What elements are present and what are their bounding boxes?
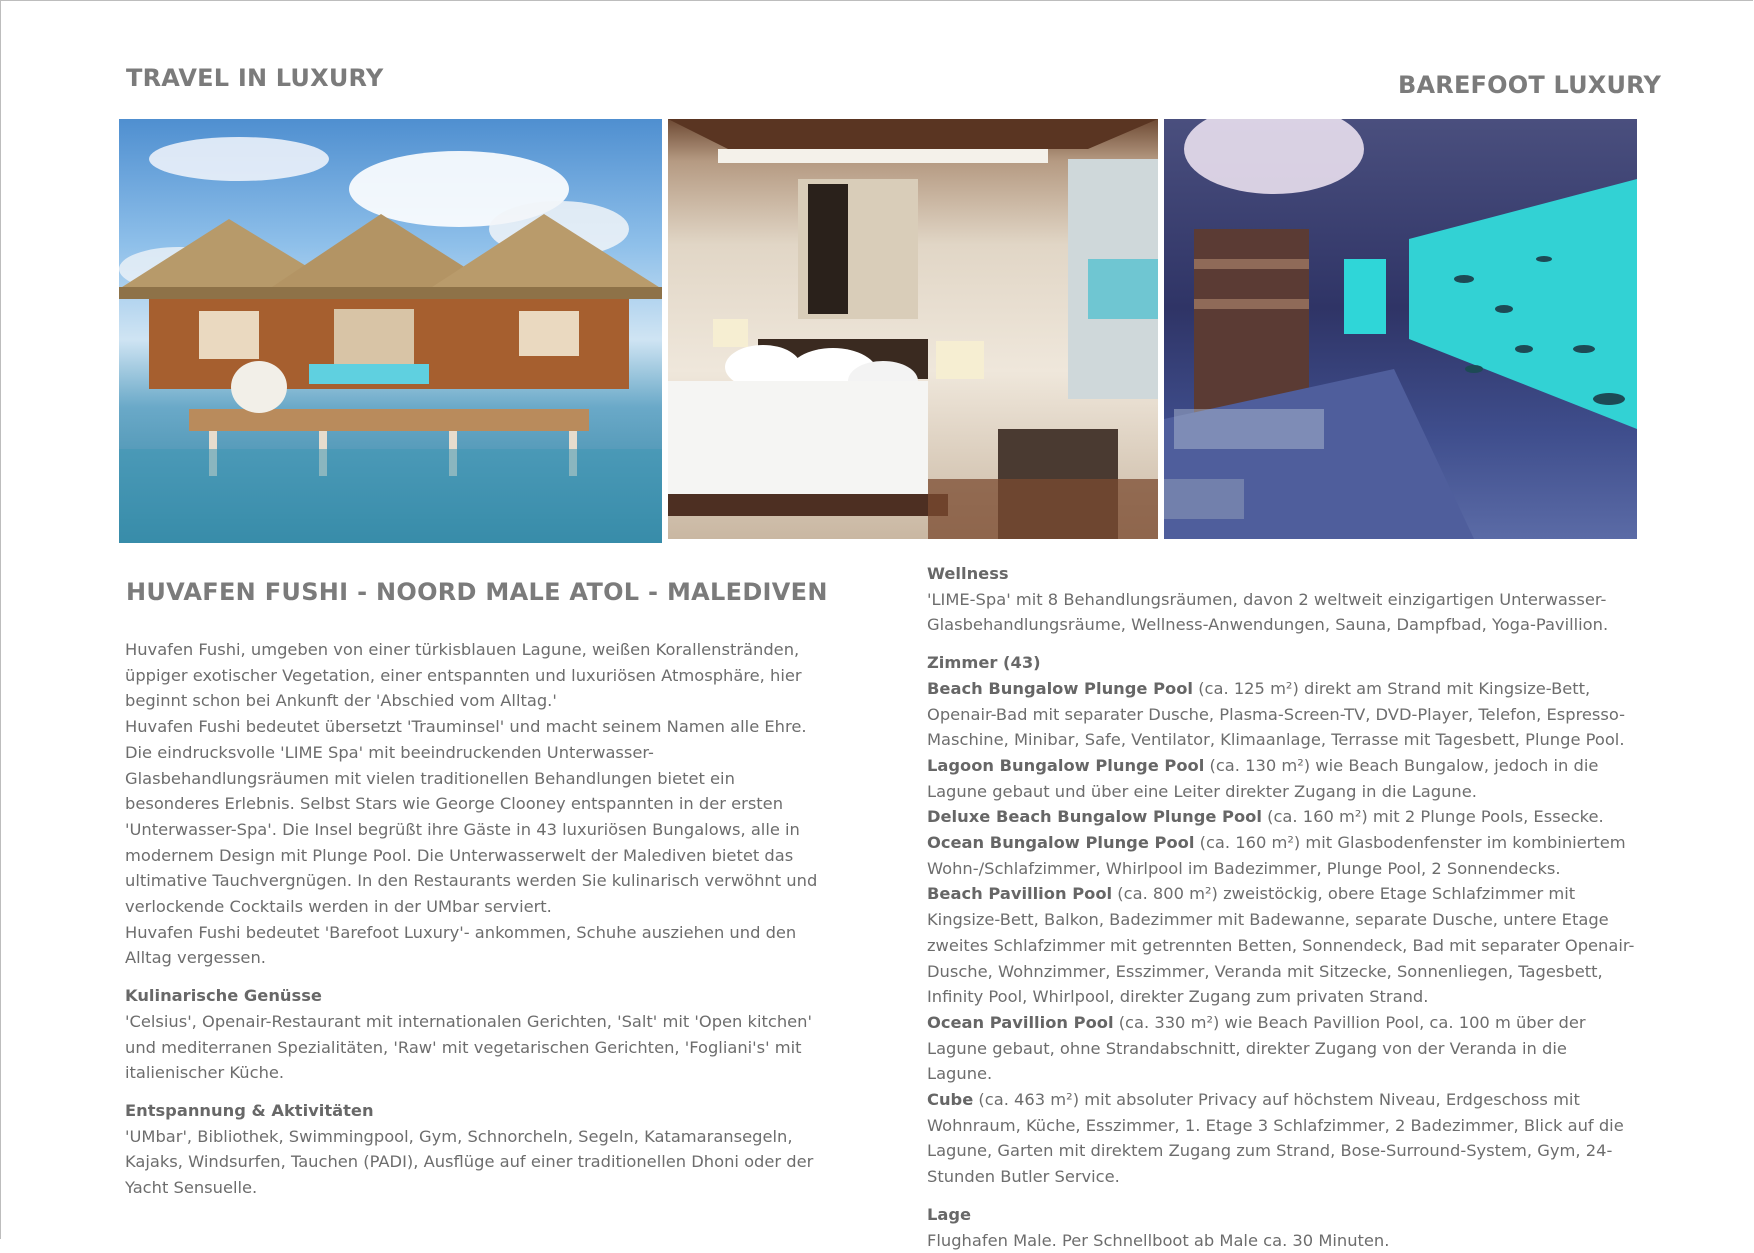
wellness-text: 'LIME-Spa' mit 8 Behandlungsräumen, davon 2 weltweit einzigartigen Unterwasser-Glasbehandlungsräume, Wellness-Anwendungen, Sauna, Dampfbad, Yoga-Pavillion. [927, 589, 1609, 635]
wellness-heading: Wellness [927, 564, 1009, 583]
room-desc: (ca. 160 m²) mit Glasbodenfenster im kombiniertem Wohn-/Schlafzimmer, Whirlpool im Badezimmer, Plunge Pool, 2 Sonnendecks. [927, 833, 1626, 878]
article-title: HUVAFEN FUSHI - NOORD MALE ATOL - MALEDIVEN [126, 578, 828, 606]
room-desc: (ca. 330 m²) wie Beach Pavillion Pool, ca. 100 m über der Lagune gebaut, ohne Strandabschnitt, direkter Zugang von der Veranda in die Lagune. [927, 1012, 1586, 1084]
room-item [927, 1087, 1637, 1190]
overwater-villas-illustration [119, 119, 662, 543]
room-item [927, 804, 1637, 830]
room-name: Beach Bungalow Plunge Pool [927, 678, 1194, 698]
activities-text: 'UMbar', Bibliothek, Swimmingpool, Gym, Schnorcheln, Segeln, Katamaransegeln, Kajaks, Windsurfen, Tauchen (PADI), Ausflüge auf einer traditionellen Dhoni oder der Yacht Sensuelle. [125, 1126, 814, 1198]
room-item [927, 881, 1637, 1010]
room-name: Lagoon Bungalow Plunge Pool [927, 755, 1205, 775]
location-text: Flughafen Male. Per Schnellboot ab Male ca. 30 Minuten. [927, 1230, 1390, 1250]
culinary-text: 'Celsius', Openair-Restaurant mit internationalen Gerichten, 'Salt' mit 'Open kitchen' und mediterranen Spezialitäten, 'Raw' mit vegetarischen Gerichten, 'Fogliani's' mit italienischer Küche. [125, 1011, 812, 1083]
location-heading: Lage [927, 1204, 972, 1224]
intro-paragraph-2: Huvafen Fushi bedeutet übersetzt 'Trauminsel' und macht seinem Namen alle Ehre. Die eindrucksvolle 'LIME Spa' mit beeindruckenden Unterwasser-Glasbehandlungsräumen mit vielen traditionellen Behandlungen bietet ein besonderes Erlebnis. Selbst Stars wie George Clooney entspannten in der ersten 'Unterwasser-Spa'. Die Insel begrüßt ihre Gäste in 43 luxuriösen Bungalows, alle in modernem Design mit Plunge Pool. Die Unterwasserwelt der Malediven bietet das ultimative Tauchvergnügen. In den Restaurants werden Sie kulinarisch verwöhnt und verlockende Cocktails werden in der UMbar serviert. [125, 717, 818, 917]
intro-paragraph-1: Huvafen Fushi, umgeben von einer türkisblauen Lagune, weißen Korallenstränden, üppiger exotischer Vegetation, einer entspannten und luxuriösen Atmosphäre, hier beginnt schon bei Ankunft der 'Abschied vom Alltag.' [125, 640, 802, 711]
activities-heading: Entspannung & Aktivitäten [125, 1100, 374, 1120]
header-left-title: TRAVEL IN LUXURY [126, 64, 384, 92]
culinary-heading: Kulinarische Genüsse [125, 986, 322, 1006]
room-item [927, 676, 1637, 753]
bedroom-illustration [668, 119, 1158, 539]
room-name: Beach Pavillion Pool [927, 884, 1113, 904]
intro-paragraph-3: Huvafen Fushi bedeutet 'Barefoot Luxury'- ankommen, Schuhe ausziehen und den Alltag vergessen. [125, 922, 797, 968]
room-name: Ocean Pavillion Pool [927, 1012, 1114, 1032]
rooms-heading: Zimmer (43) [927, 653, 1041, 673]
room-desc: (ca. 125 m²) direkt am Strand mit Kingsize-Bett, Openair-Bad mit separater Dusche, Plasma-Screen-TV, DVD-Player, Telefon, Espresso-Maschine, Minibar, Safe, Ventilator, Klimaanlage, Terrasse mit Tagesbett, Plunge Pool. [927, 678, 1626, 750]
photo-overwater-villas [119, 119, 662, 543]
room-item [927, 1010, 1637, 1087]
room-name: Cube [927, 1090, 974, 1110]
room-name: Deluxe Beach Bungalow Plunge Pool [927, 807, 1262, 827]
right-column [927, 561, 1637, 1253]
room-item [927, 753, 1637, 804]
room-desc: (ca. 130 m²) wie Beach Bungalow, jedoch in die Lagune gebaut und über eine Leiter direkter Zugang in die Lagune. [927, 755, 1599, 801]
room-name: Ocean Bungalow Plunge Pool [927, 833, 1195, 853]
room-desc: (ca. 800 m²) zweistöckig, obere Etage Schlafzimmer mit Kingsize-Bett, Balkon, Badezimmer mit Badewanne, separate Dusche, untere Etage zweites Schlafzimmer mit getrennten Betten, Sonnendeck, Bad mit separater Openair-Dusche, Wohnzimmer, Esszimmer, Veranda mit Sitzecke, Sonnenliegen, Tagesbett, Infinity Pool, Whirlpool, direkter Zugang zum privaten Strand. [927, 884, 1635, 1007]
underwater-spa-illustration [1164, 119, 1637, 539]
room-item [927, 830, 1637, 881]
room-desc: (ca. 160 m²) mit 2 Plunge Pools, Essecke. [1261, 807, 1604, 827]
header-right-title: BAREFOOT LUXURY [1398, 71, 1662, 99]
left-column [125, 637, 825, 1201]
room-desc: (ca. 463 m²) mit absoluter Privacy auf höchstem Niveau, Erdgeschoss mit Wohnraum, Küche, Esszimmer, 1. Etage 3 Schlafzimmer, 2 Badezimmer, Blick auf die Lagune, Garten mit direktem Zugang zum Strand, Bose-Surround-System, Gym, 24-Stunden Butler Service. [927, 1090, 1624, 1187]
photo-underwater-spa [1164, 119, 1637, 539]
photo-bedroom [668, 119, 1158, 539]
